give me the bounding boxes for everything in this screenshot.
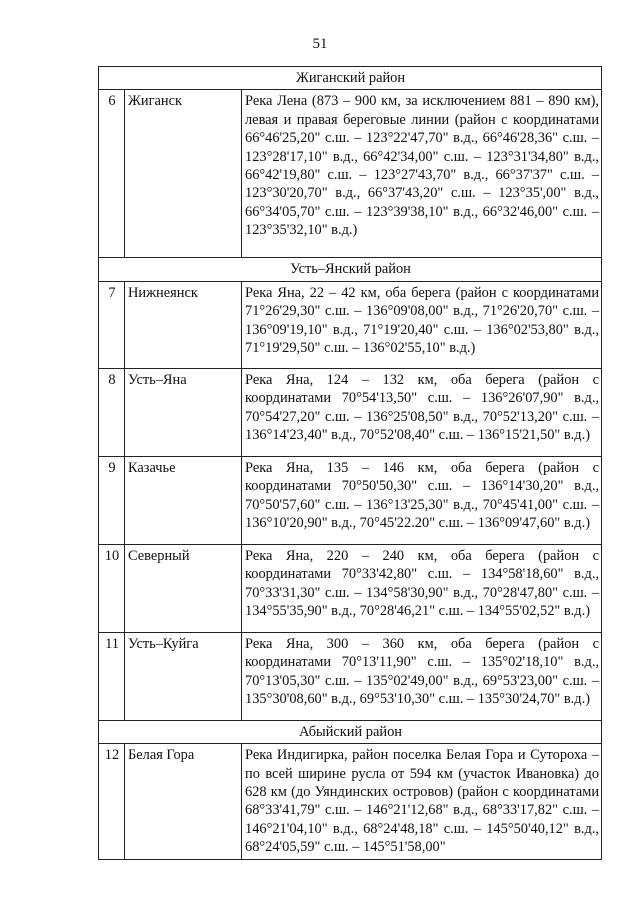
table-row <box>99 744 602 859</box>
table-row <box>99 544 602 632</box>
settlement-name: Казачье <box>125 456 242 544</box>
table-row <box>99 456 602 544</box>
row-number: 12 <box>99 744 125 859</box>
row-number: 11 <box>99 632 125 720</box>
area-description: Река Лена (873 – 900 км, за исключением 881 – 890 км), левая и правая береговые линии (район с координатами 66°46'25,20" с.ш. – 123°22'47,70" в.д., 66°46'28,36" с.ш. – 123°28'17,10" в.д., 66°42'34,00" с.ш. – 123°31'34,80" в.д., 66°42'19,80" с.ш. – 123°27'43,70" в.д., 66°37'37" с.ш. – 123°30'20,70" в.д., 66°37'43,20" с.ш. – 123°35',00" в.д., 66°34'05,70" с.ш. – 123°39'38,10" в.д., 66°32'46,00" с.ш. – 123°35'32,10" в.д.) <box>242 90 602 258</box>
districts-table <box>98 66 602 860</box>
area-description: Река Индигирка, район поселка Белая Гора и Сутороха – по всей ширине русла от 594 км (участок Ивановка) до 628 км (до Уяндинских островов) (район с координатами 68°33'41,79" с.ш. – 146°21'12,68" в.д., 68°33'17,82" с.ш. – 146°21'04,10" в.д., 68°24'48,18" с.ш. – 145°50'40,12" в.д., 68°24'05,59" с.ш. – 145°51'58,00" <box>242 744 602 859</box>
row-number: 10 <box>99 544 125 632</box>
settlement-name: Белая Гора <box>125 744 242 859</box>
settlement-name: Усть–Яна <box>125 368 242 456</box>
section-title: Усть–Янский район <box>99 258 602 281</box>
area-description: Река Яна, 135 – 146 км, оба берега (район с координатами 70°50'50,30" с.ш. – 136°14'30,20" в.д., 70°50'57,60" с.ш. – 136°13'25,30" в.д., 70°45'41,00" с.ш. – 136°10'20,90" в.д., 70°45'22.20" с.ш. – 136°09'47,60" в.д.) <box>242 456 602 544</box>
area-description: Река Яна, 300 – 360 км, оба берега (район с координатами 70°13'11,90" с.ш. – 135°02'18,10" в.д., 70°13'05,30" с.ш. – 135°02'49,00" в.д., 69°53'23,00" с.ш. – 135°30'08,60" в.д., 69°53'10,30" с.ш. – 135°30'24,70" в.д.) <box>242 632 602 720</box>
area-description: Река Яна, 124 – 132 км, оба берега (район с координатами 70°54'13,50" с.ш. – 136°26'07,90" в.д., 70°54'27,20" с.ш. – 136°25'08,50" в.д., 70°52'13,20" с.ш. – 136°14'23,40" в.д., 70°52'08,40" с.ш. – 136°15'21,50" в.д.) <box>242 368 602 456</box>
settlement-name: Северный <box>125 544 242 632</box>
table-row <box>99 90 602 258</box>
area-description: Река Яна, 220 – 240 км, оба берега (район с координатами 70°33'42,80" с.ш. – 134°58'18,60" в.д., 70°33'31,30" с.ш. – 134°58'30,90" в.д., 70°28'47,80" с.ш. – 134°55'35,90" в.д., 70°28'46,21" с.ш. – 134°55'02,52" в.д.) <box>242 544 602 632</box>
row-number: 6 <box>99 90 125 258</box>
section-header-row <box>99 258 602 281</box>
settlement-name: Нижнеянск <box>125 281 242 368</box>
row-number: 9 <box>99 456 125 544</box>
table-row <box>99 632 602 720</box>
table-row <box>99 281 602 368</box>
row-number: 8 <box>99 368 125 456</box>
section-title: Абыйский район <box>99 720 602 743</box>
section-header-row <box>99 720 602 743</box>
page-number: 51 <box>312 36 328 52</box>
area-description: Река Яна, 22 – 42 км, оба берега (район с координатами 71°26'29,30" с.ш. – 136°09'08,00" в.д., 71°26'20,70" с.ш. – 136°09'19,10" в.д., 71°19'20,40" с.ш. – 136°02'53,80" в.д., 71°19'29,50" с.ш. – 136°02'55,10" в.д.) <box>242 281 602 368</box>
table-row <box>99 368 602 456</box>
settlement-name: Усть–Куйга <box>125 632 242 720</box>
row-number: 7 <box>99 281 125 368</box>
section-title: Жиганский район <box>99 67 602 90</box>
settlement-name: Жиганск <box>125 90 242 258</box>
section-header-row <box>99 67 602 90</box>
